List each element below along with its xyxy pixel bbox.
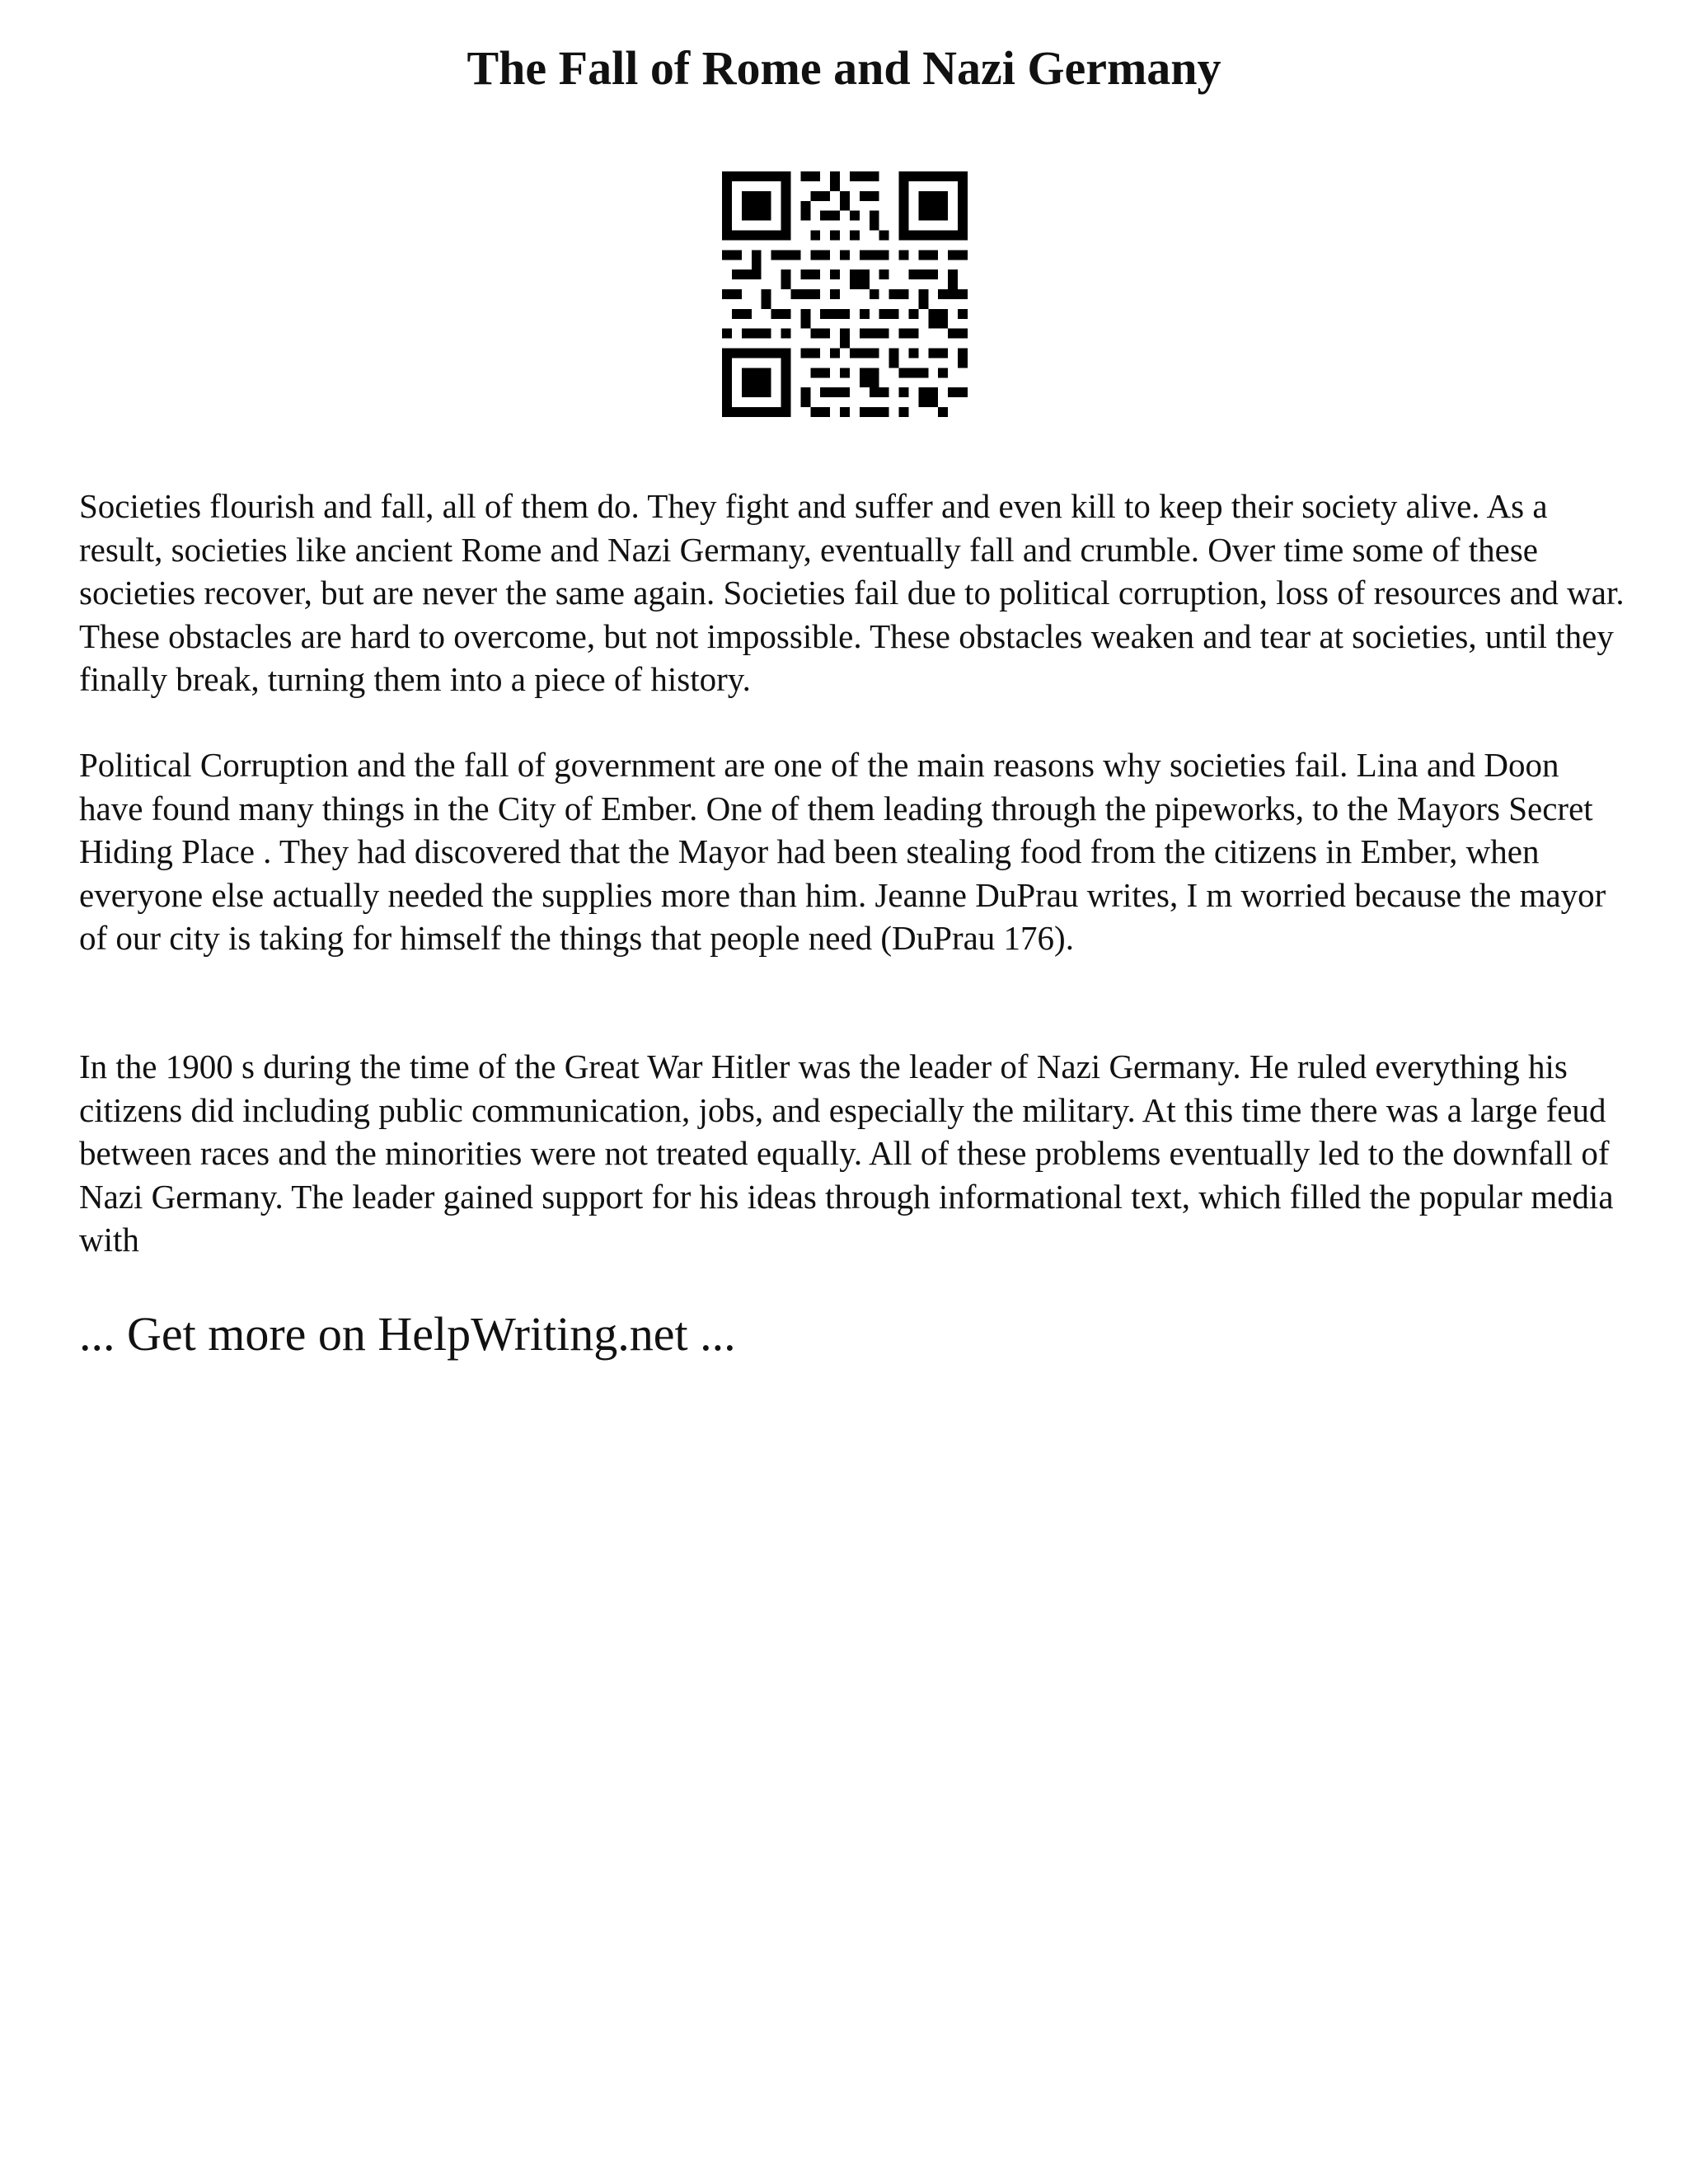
body-paragraph: Societies flourish and fall, all of them do. They fight and suffer and even kill to keep their society alive. As a result, societies like ancient Rome and Nazi Germany, eventually fall and crumble. Over time some of these societies recover, but are never the same again. Societies fail due to political corruption, loss of resources and war. These obstacles are hard to overcome, but not impossible. These obstacles weaken and tear at societies, until they finally break, turning them into a piece of history. xyxy=(79,487,1625,698)
qr-code-icon xyxy=(722,171,968,417)
get-more-link[interactable]: ... Get more on HelpWriting.net ... xyxy=(79,1307,736,1361)
body-paragraph: Political Corruption and the fall of government are one of the main reasons why societies fail. Lina and Doon have found many things in the City of Ember. One of them leading through the pipeworks, to the Mayors Secret Hiding Place . They had discovered that the Mayor had been stealing food from the citizens in Ember, when everyone else actually needed the supplies more than him. Jeanne DuPrau writes, I m worried because the mayor of our city is taking for himself the things that people need (DuPrau 176). xyxy=(79,746,1606,957)
page-title: The Fall of Rome and Nazi Germany xyxy=(467,41,1221,95)
body-paragraph: In the 1900 s during the time of the Great War Hitler was the leader of Nazi Germany. He ruled everything his citizens did including public communication, jobs, and especially the military. At this time there was a large feud between races and the minorities were not treated equally. All of these problems eventually led to the downfall of Nazi Germany. The leader gained support for his ideas through informational text, which filled the popular media with xyxy=(79,1047,1614,1258)
